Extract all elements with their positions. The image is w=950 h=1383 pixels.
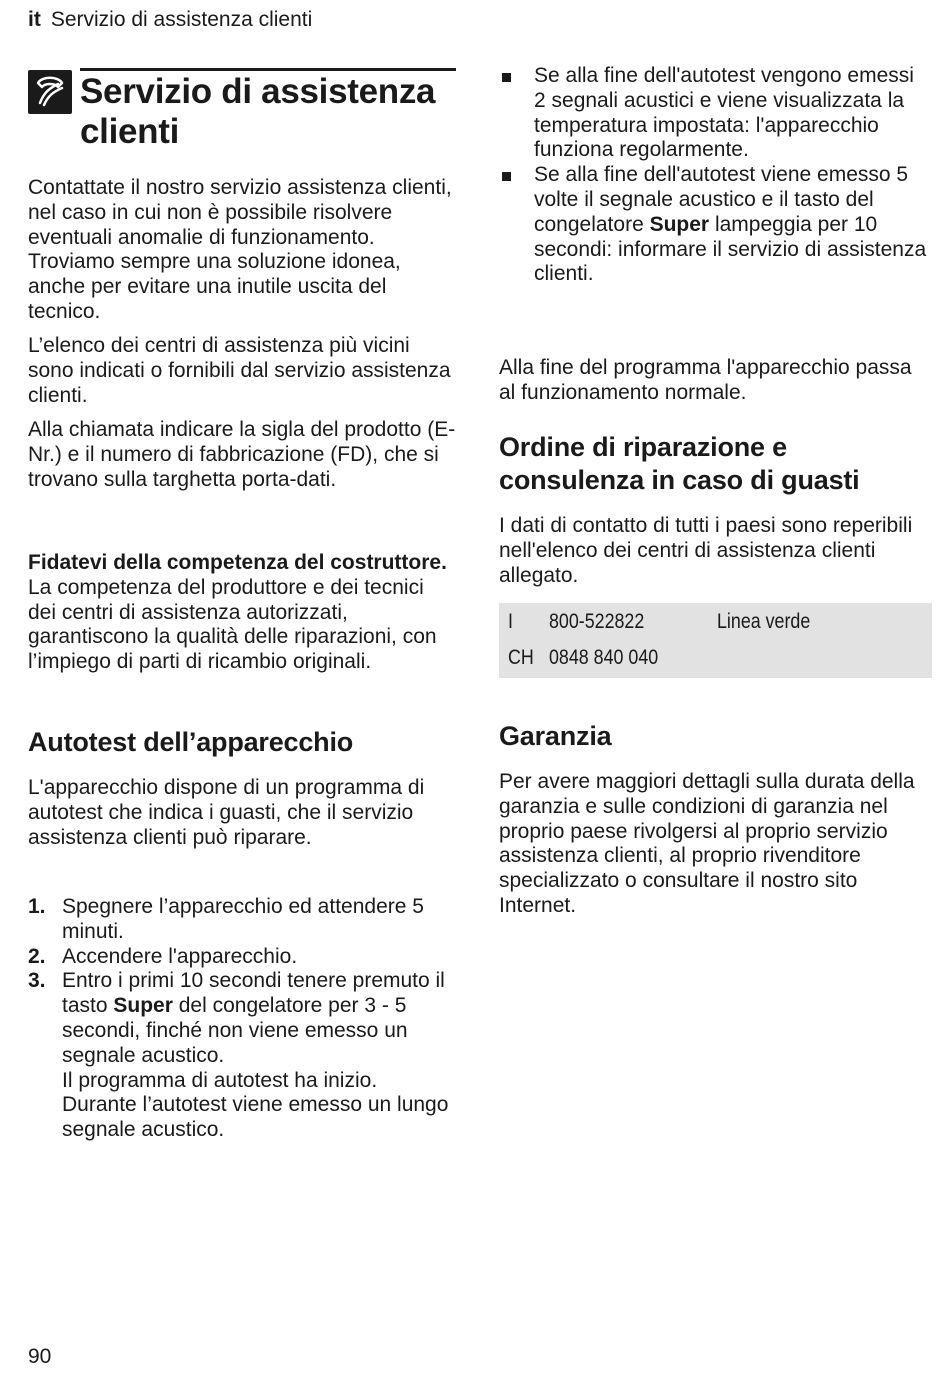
autotest-end-text: Alla fine del programma l'apparecchio passa al funzionamento normale. — [499, 356, 912, 404]
repair-text: I dati di contatto di tutti i paesi sono reperibili nell'elenco dei centri di assistenza clienti allegato. — [499, 514, 913, 587]
step-text: Accendere l'apparecchio. — [62, 944, 298, 968]
centers-paragraph: L’elenco dei centri di assistenza più vicini sono indicati o fornibili dal servizio assistenza clienti. — [28, 334, 451, 407]
contact-number: 0848 840 040 — [549, 646, 659, 669]
bullet-text: Se alla fine dell'autotest viene emesso 5 volte il segnale acustico e il tasto del congelatore — [534, 163, 909, 236]
super-key-label: Super — [113, 994, 173, 1018]
contact-note: Linea verde — [717, 610, 811, 633]
list-item — [28, 895, 456, 945]
language-code: it — [28, 8, 41, 31]
step-extra: Il programma di autotest ha inizio. Durante l’autotest viene emesso un lungo segnale acustico. — [62, 1068, 449, 1142]
autotest-steps — [28, 895, 456, 1143]
trust-bold: Fidatevi della competenza del costruttore. — [28, 551, 447, 574]
square-bullet-icon — [502, 172, 511, 181]
trust-paragraph — [28, 551, 456, 675]
bullet-text: Se alla fine dell'autotest vengono emessi 2 segnali acustici e viene visualizzata la temperatura impostata: l'apparecchio funziona regolarmente. — [534, 64, 914, 162]
list-item — [28, 969, 456, 1143]
contact-country: I — [508, 610, 513, 633]
step-text-after: del congelatore per 3 - 5 secondi, finché non viene emesso un segnale acustico. — [62, 994, 408, 1067]
square-bullet-icon — [502, 73, 511, 82]
list-item — [499, 163, 931, 287]
warranty-heading: Garanzia — [499, 721, 612, 751]
title-line-1: Servizio di assistenza — [80, 72, 436, 111]
autotest-heading: Autotest dell’apparecchio — [28, 727, 354, 757]
intro-paragraph: Contattate il nostro servizio assistenza clienti, nel caso in cui non è possibile risolvere eventuali anomalie di funzionamento. Troviamo sempre una soluzione idonea, anche per evitare una inutile uscita del tecnico. — [28, 176, 452, 323]
phone-icon — [28, 70, 72, 114]
autotest-results — [499, 64, 931, 287]
list-item — [499, 64, 931, 163]
page-title — [80, 72, 460, 152]
contact-number: 800-522822 — [549, 610, 645, 633]
step-text: Spegnere l’apparecchio ed attendere 5 minuti. — [62, 895, 424, 943]
step-number: 2. — [28, 944, 46, 968]
title-rule — [80, 68, 456, 71]
autotest-intro: L'apparecchio dispone di un programma di autotest che indica i guasti, che il servizio assistenza clienti può riparare. — [28, 776, 425, 849]
running-header-title: Servizio di assistenza clienti — [50, 8, 313, 31]
step-number: 3. — [28, 969, 46, 993]
call-info-paragraph: Alla chiamata indicare la sigla del prodotto (E-Nr.) e il numero di fabbricazione (FD), che si trovano sulla targhetta porta-dati. — [28, 418, 456, 491]
title-line-2: clienti — [80, 112, 180, 151]
repair-heading: Ordine di riparazione e consulenza in caso di guasti — [499, 432, 860, 495]
contact-table — [499, 603, 932, 678]
step-text: Entro i primi 10 secondi tenere premuto il tasto — [62, 969, 445, 1018]
trust-text: La competenza del produttore e dei tecnici dei centri di assistenza autorizzati, garantiscono la qualità delle riparazioni, con l’impiego di parti di ricambio originali. — [28, 575, 437, 674]
bullet-text-after: lampeggia per 10 secondi: informare il servizio di assistenza clienti. — [534, 212, 927, 286]
list-item — [28, 945, 456, 970]
super-key-label: Super — [649, 212, 710, 236]
step-number: 1. — [28, 895, 46, 918]
page-number: 90 — [28, 1345, 52, 1368]
warranty-text: Per avere maggiori dettagli sulla durata della garanzia e sulle condizioni di garanzia nel proprio paese rivolgersi al proprio servizio assistenza clienti, al proprio rivenditore specializzato o consultare il nostro sito Internet. — [499, 770, 915, 917]
running-header — [28, 8, 312, 32]
contact-country: CH — [508, 646, 534, 669]
